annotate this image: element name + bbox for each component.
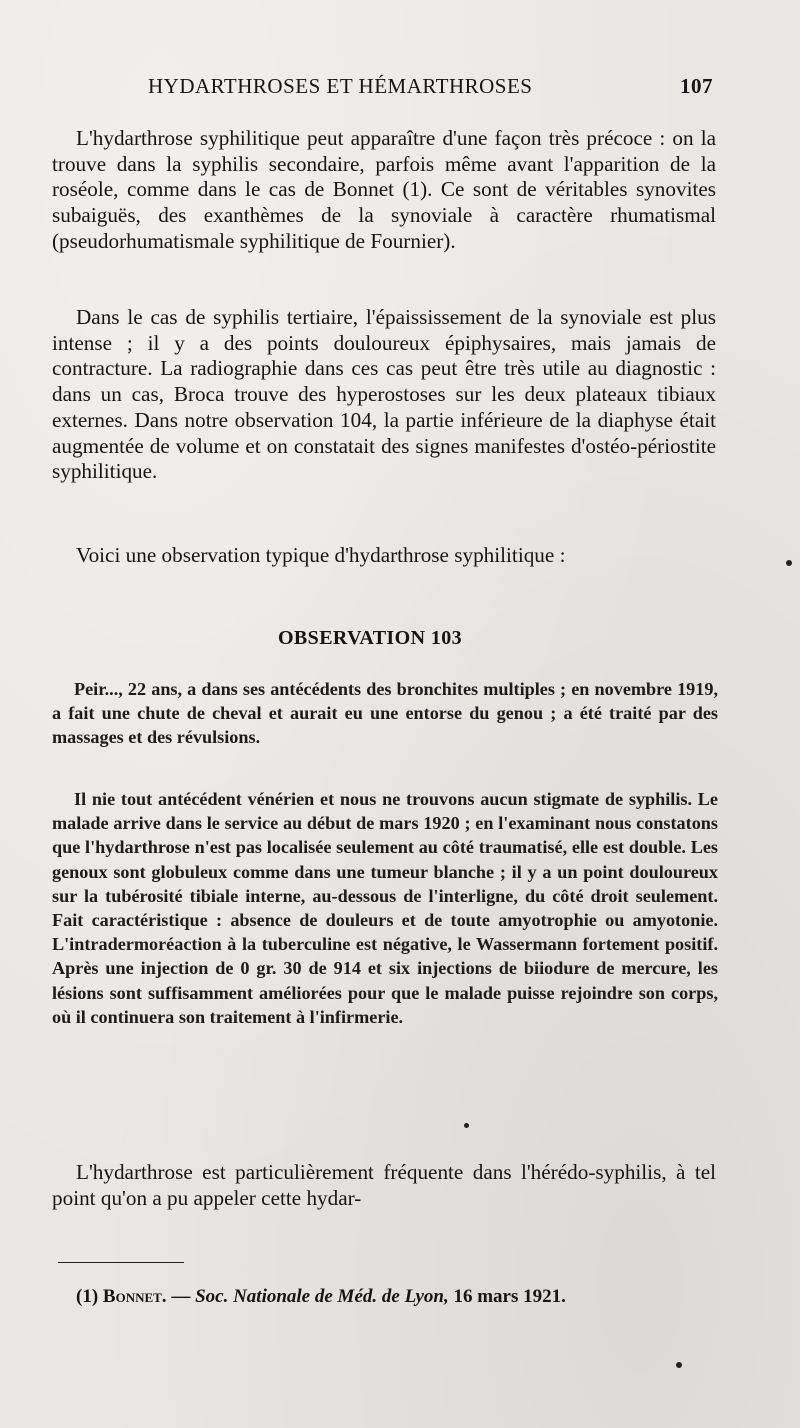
- paragraph-observation-intro: Voici une observation typique d'hydarthrose syphilitique :: [76, 543, 566, 567]
- paragraph-secondary-syphilis: L'hydarthrose syphilitique peut apparaître d'une façon très précoce : on la trouve dans la syphilis secondaire, parfois même avant l'apparition de la roséole, comme dans le cas de Bonnet (1). Ce sont de véritables synovites subaiguës, des exanthèmes de la synoviale à caractère rhumatismal (pseudorhumatismale syphilitique de Fournier).: [52, 126, 716, 253]
- print-speck: [464, 1123, 469, 1128]
- observation-paragraph-history: Peir..., 22 ans, a dans ses antécédents des bronchites multiples ; en novembre 1919, a fait une chute de cheval et aurait eu une entorse du genou ; a été traité par des massages et des révulsions.: [52, 679, 718, 748]
- footnote-journal: Soc. Nationale de Méd. de Lyon,: [195, 1286, 449, 1307]
- footnote-divider: [58, 1262, 184, 1263]
- page-number: 107: [680, 74, 713, 98]
- footnote-marker: (1): [76, 1286, 99, 1307]
- footnote-date: 16 mars 1921.: [448, 1286, 566, 1307]
- footnote-author: Bonnet.: [102, 1286, 167, 1307]
- paragraph-heredo-syphilis: L'hydarthrose est particulièrement fréquente dans l'hérédo-syphilis, à tel point qu'on a pu appeler cette hydar-: [52, 1160, 716, 1210]
- running-header: [148, 74, 713, 108]
- paragraph-tertiary-syphilis: Dans le cas de syphilis tertiaire, l'épaississement de la synoviale est plus intense ; il y a des points douloureux épiphysaires, mais jamais de contracture. La radiographie dans ces cas peut être très utile au diagnostic : dans un cas, Broca trouve des hyperostoses sur les deux plateaux tibiaux externes. Dans notre observation 104, la partie inférieure de la diaphyse était augmentée de volume et on constatait des signes manifestes d'ostéo-périostite syphilitique.: [52, 305, 716, 484]
- running-title: HYDARTHROSES ET HÉMARTHROSES: [148, 74, 533, 98]
- observation-paragraph-exam: Il nie tout antécédent vénérien et nous ne trouvons aucun stigmate de syphilis. Le malade arrive dans le service au début de mars 1920 ; en l'examinant nous constatons que l'hydarthrose n'est pas localisée seulement au côté traumatisé, elle est double. Les genoux sont globuleux comme dans une tumeur blanche ; il y a un point douloureux sur la tubérosité tibiale interne, au-dessous de l'interligne, du côté droit seulement. Fait caractéristique : absence de douleurs et de toute amyotrophie ou amyotonie. L'intradermoréaction à la tuberculine est négative, le Wassermann fortement positif. Après une injection de 0 gr. 30 de 914 et six injections de biiodure de mercure, les lésions sont suffisamment améliorées pour que le malade puisse rejoindre son corps, où il continuera son traitement à l'infirmerie.: [52, 789, 718, 1027]
- footnote: [76, 1286, 716, 1308]
- print-speck: [786, 560, 792, 566]
- print-speck: [676, 1362, 682, 1368]
- footnote-dash: —: [166, 1286, 196, 1307]
- observation-heading: OBSERVATION 103: [277, 627, 463, 649]
